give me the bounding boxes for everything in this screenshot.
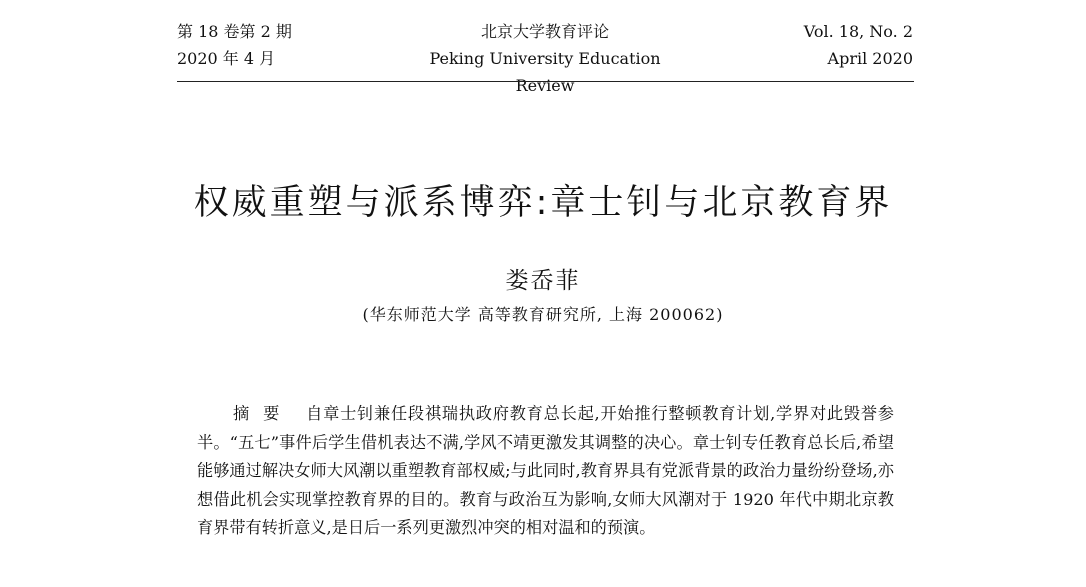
- date-en: April 2020: [827, 49, 913, 68]
- abstract-label: 摘要: [233, 404, 294, 423]
- abstract-text: 自章士钊兼任段祺瑞执政府教育总长起,开始推行整顿教育计划,学界对此毁誉参半。“五七”事件后学生借机表达不满,学风不靖更激发其调整的决心。章士钊专任教育总长后,希望能够通过解决女师大风潮以重塑教育部权威;与此同时,教育界具有党派背景的政治力量纷纷登场,亦想借此机会实现掌控教育界的目的。教育与政治互为影响,女师大风潮对于 1920 年代中期北京教育界带有转折意义,是日后一系列更激烈冲突的相对温和的预演。: [197, 404, 894, 537]
- abstract-block: [197, 400, 894, 543]
- journal-name-cn: 北京大学教育评论: [480, 22, 609, 41]
- volume-issue-cn: 第 18 卷第 2 期: [177, 22, 292, 41]
- header-right: [804, 18, 913, 72]
- header-left: [177, 18, 292, 72]
- author-affiliation: (华东师范大学 高等教育研究所, 上海 200062): [362, 305, 724, 324]
- article-title: 权威重塑与派系博弈:章士钊与北京教育界: [193, 183, 893, 223]
- header-divider: [177, 81, 914, 82]
- date-cn: 2020 年 4 月: [177, 49, 276, 68]
- author-name: 娄岙菲: [505, 268, 581, 294]
- header-center: [400, 18, 690, 99]
- journal-name-en: Peking University Education Review: [429, 49, 661, 95]
- volume-issue-en: Vol. 18, No. 2: [803, 22, 913, 41]
